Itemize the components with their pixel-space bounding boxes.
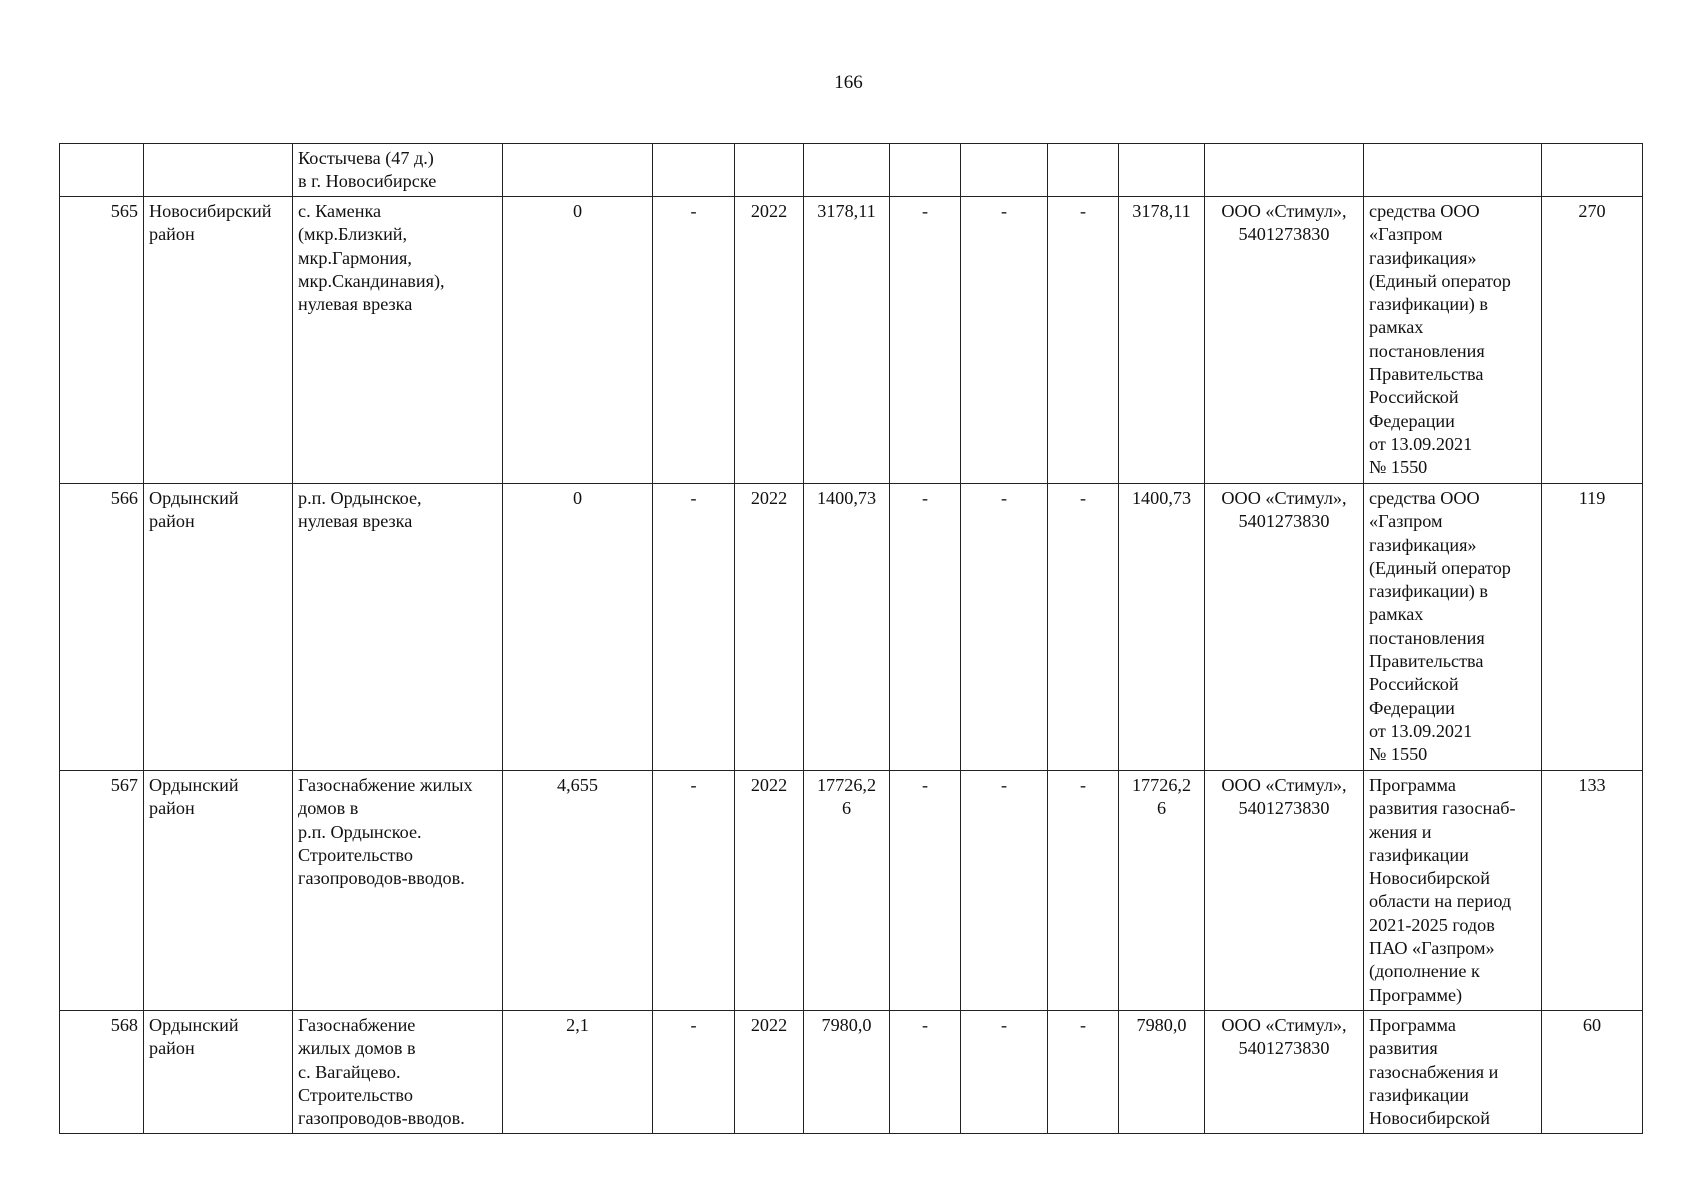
column-8-cell: - xyxy=(890,771,961,1011)
gasification-table xyxy=(59,143,1643,1134)
funding-source-cell xyxy=(1364,144,1542,197)
cost-cell: 3178,11 xyxy=(804,197,890,484)
table-row xyxy=(60,197,1643,484)
column-8-cell xyxy=(890,144,961,197)
object-cell: Газоснабжение жилых домов в с. Вагайцево. Строительство газопроводов-вводов. xyxy=(293,1011,503,1134)
capacity-cell: 2,1 xyxy=(503,1011,653,1134)
cost-cell xyxy=(804,144,890,197)
column-9-cell: - xyxy=(961,1011,1048,1134)
district-cell: Ордынский район xyxy=(144,484,293,771)
column-5-cell: - xyxy=(653,484,735,771)
capacity-cell xyxy=(503,144,653,197)
operator-cell: ООО «Стимул», 5401273830 xyxy=(1205,197,1364,484)
page-number: 166 xyxy=(834,72,863,93)
column-5-cell: - xyxy=(653,197,735,484)
households-cell: 119 xyxy=(1542,484,1643,771)
object-cell: р.п. Ордынское, нулевая врезка xyxy=(293,484,503,771)
column-8-cell: - xyxy=(890,484,961,771)
column-9-cell xyxy=(961,144,1048,197)
cost-cell: 17726,2 6 xyxy=(804,771,890,1011)
households-cell: 133 xyxy=(1542,771,1643,1011)
operator-cell: ООО «Стимул», 5401273830 xyxy=(1205,1011,1364,1134)
cost-cell: 1400,73 xyxy=(804,484,890,771)
district-cell: Ордынский район xyxy=(144,771,293,1011)
district-cell xyxy=(144,144,293,197)
households-cell: 60 xyxy=(1542,1011,1643,1134)
row-number: 568 xyxy=(60,1011,144,1134)
row-number: 567 xyxy=(60,771,144,1011)
table-row xyxy=(60,144,1643,197)
column-10-cell: - xyxy=(1048,1011,1119,1134)
operator-cell: ООО «Стимул», 5401273830 xyxy=(1205,771,1364,1011)
year-cell xyxy=(735,144,804,197)
total-cell: 17726,2 6 xyxy=(1119,771,1205,1011)
row-number xyxy=(60,144,144,197)
year-cell: 2022 xyxy=(735,484,804,771)
year-cell: 2022 xyxy=(735,771,804,1011)
table-row xyxy=(60,1011,1643,1134)
households-cell: 270 xyxy=(1542,197,1643,484)
object-cell: с. Каменка (мкр.Близкий, мкр.Гармония, мкр.Скандинавия), нулевая врезка xyxy=(293,197,503,484)
households-cell xyxy=(1542,144,1643,197)
total-cell: 7980,0 xyxy=(1119,1011,1205,1134)
column-9-cell: - xyxy=(961,484,1048,771)
table-row xyxy=(60,771,1643,1011)
operator-cell xyxy=(1205,144,1364,197)
column-9-cell: - xyxy=(961,771,1048,1011)
object-cell: Газоснабжение жилых домов в р.п. Ордынское. Строительство газопроводов-вводов. xyxy=(293,771,503,1011)
total-cell xyxy=(1119,144,1205,197)
column-10-cell xyxy=(1048,144,1119,197)
row-number: 566 xyxy=(60,484,144,771)
table-row xyxy=(60,484,1643,771)
year-cell: 2022 xyxy=(735,1011,804,1134)
column-5-cell: - xyxy=(653,1011,735,1134)
column-9-cell: - xyxy=(961,197,1048,484)
district-cell: Новосибирский район xyxy=(144,197,293,484)
total-cell: 3178,11 xyxy=(1119,197,1205,484)
total-cell: 1400,73 xyxy=(1119,484,1205,771)
funding-source-cell: Программа развития газоснабжения и газификации Новосибирской xyxy=(1364,1011,1542,1134)
column-10-cell: - xyxy=(1048,197,1119,484)
funding-source-cell: Программа развития газоснаб- жения и газификации Новосибирской области на период 2021-2025 годов ПАО «Газпром» (дополнение к Программе) xyxy=(1364,771,1542,1011)
funding-source-cell: средства ООО «Газпром газификация» (Единый оператор газификации) в рамках постановления Правительства Российской Федерации от 13.09.2021 № 1550 xyxy=(1364,484,1542,771)
column-5-cell xyxy=(653,144,735,197)
cost-cell: 7980,0 xyxy=(804,1011,890,1134)
capacity-cell: 0 xyxy=(503,197,653,484)
district-cell: Ордынский район xyxy=(144,1011,293,1134)
column-8-cell: - xyxy=(890,197,961,484)
operator-cell: ООО «Стимул», 5401273830 xyxy=(1205,484,1364,771)
object-cell: Костычева (47 д.) в г. Новосибирске xyxy=(293,144,503,197)
capacity-cell: 4,655 xyxy=(503,771,653,1011)
column-10-cell: - xyxy=(1048,484,1119,771)
funding-source-cell: средства ООО «Газпром газификация» (Единый оператор газификации) в рамках постановления Правительства Российской Федерации от 13.09.2021 № 1550 xyxy=(1364,197,1542,484)
row-number: 565 xyxy=(60,197,144,484)
year-cell: 2022 xyxy=(735,197,804,484)
column-10-cell: - xyxy=(1048,771,1119,1011)
column-5-cell: - xyxy=(653,771,735,1011)
capacity-cell: 0 xyxy=(503,484,653,771)
column-8-cell: - xyxy=(890,1011,961,1134)
